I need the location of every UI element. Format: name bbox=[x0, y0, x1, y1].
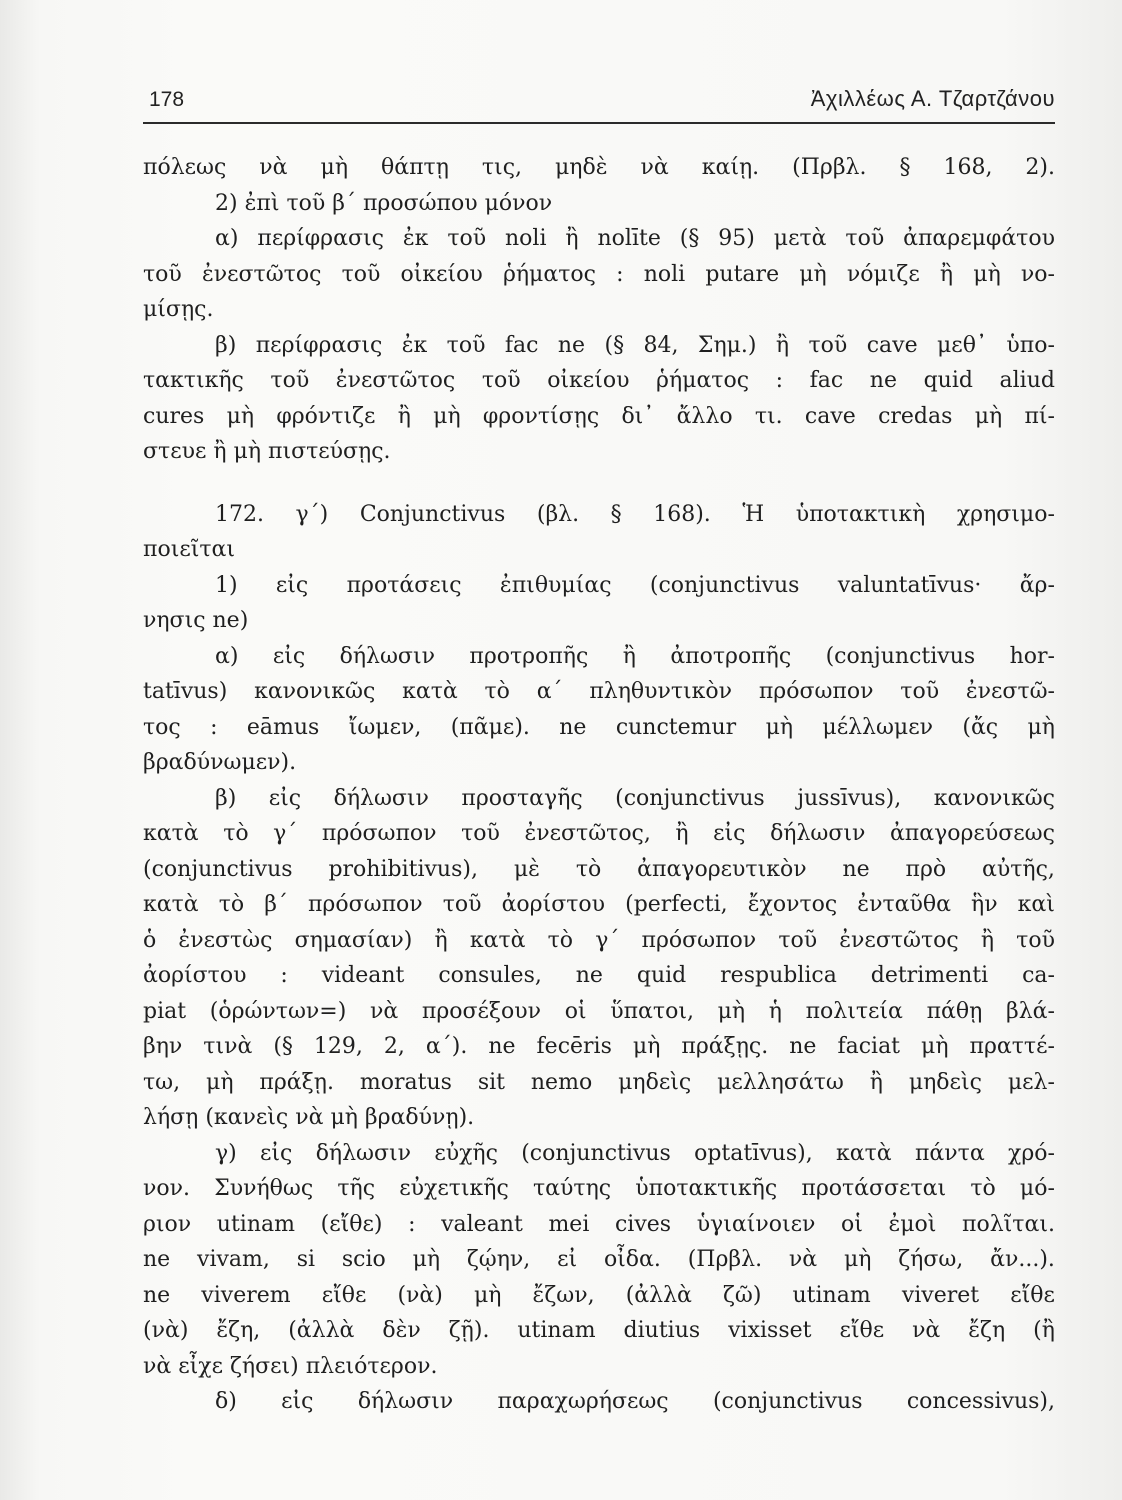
text-line: κατὰ τὸ γ΄ πρόσωπον τοῦ ἐνεστῶτος, ἢ εἰς δήλωσιν ἀπαγορεύσεως bbox=[143, 821, 1055, 846]
text-line: β) περίφρασις ἐκ τοῦ fac ne (§ 84, Σημ.) ἢ τοῦ cave μεθ᾽ ὑπο- bbox=[215, 332, 1055, 358]
text-line: πόλεως νὰ μὴ θάπτῃ τις, μηδὲ νὰ καίῃ. (Πρβλ. § 168, 2). bbox=[143, 155, 1055, 180]
text-line: νησις ne) bbox=[143, 608, 249, 633]
text-line: νον. Συνήθως τῆς εὐχετικῆς ταύτης ὑποτακτικῆς προτάσσεται τὸ μό- bbox=[143, 1176, 1055, 1201]
text-line: κατὰ τὸ β΄ πρόσωπον τοῦ ἀορίστου (perfecti, ἔχοντος ἐνταῦθα ἣν καὶ bbox=[143, 892, 1055, 917]
text-line: α) εἰς δήλωσιν προτροπῆς ἢ ἀποτροπῆς (conjunctivus hor- bbox=[215, 643, 1055, 669]
page-number: 178 bbox=[149, 88, 185, 111]
text-line: (νὰ) ἔζη, (ἀλλὰ δὲν ζῇ). utinam diutius vixisset εἴθε νὰ ἔζη (ἢ bbox=[143, 1318, 1055, 1343]
text-line: β) εἰς δήλωσιν προσταγῆς (conjunctivus jussīvus), κανονικῶς bbox=[215, 785, 1055, 811]
text-line: tatīvus) κανονικῶς κατὰ τὸ α΄ πληθυντικὸν πρόσωπον τοῦ ἐνεστῶ- bbox=[143, 679, 1055, 704]
text-line: cures μὴ φρόντιζε ἢ μὴ φροντίσῃς δι᾽ ἄλλο τι. cave credas μὴ πί- bbox=[143, 403, 1055, 429]
header-rule bbox=[143, 122, 1055, 124]
text-line: δ) εἰς δήλωσιν παραχωρήσεως (conjunctivus concessivus), bbox=[215, 1389, 1055, 1414]
text-line: τω, μὴ πράξῃ. moratus sit nemo μηδεὶς μελλησάτω ἢ μηδεὶς μελ- bbox=[143, 1069, 1055, 1095]
text-line: 172. γ΄) Conjunctivus (βλ. § 168). Ἡ ὑποτακτικὴ χρησιμο- bbox=[215, 501, 1055, 527]
text-line: τοῦ ἐνεστῶτος τοῦ οἰκείου ῥήματος : noli putare μὴ νόμιζε ἢ μὴ νο- bbox=[143, 261, 1055, 287]
text-line: βραδύνωμεν). bbox=[143, 750, 297, 775]
text-line: 1) εἰς προτάσεις ἐπιθυμίας (conjunctivus valuntatīvus· ἄρ- bbox=[215, 572, 1055, 598]
page-header bbox=[143, 84, 1055, 124]
text-line: τακτικῆς τοῦ ἐνεστῶτος τοῦ οἰκείου ῥήματος : fac ne quid aliud bbox=[143, 368, 1055, 393]
running-head: Ἀχιλλέως Α. Τζαρτζάνου bbox=[810, 86, 1055, 111]
text-line: ne vivam, si scio μὴ ζῴην, εἰ οἶδα. (Πρβλ. νὰ μὴ ζήσω, ἄν...). bbox=[143, 1247, 1055, 1272]
text-line: ne viverem εἴθε (νὰ) μὴ ἔζων, (ἀλλὰ ζῶ) utinam viveret εἴθε bbox=[143, 1282, 1055, 1308]
text-line: βην τινὰ (§ 129, 2, α΄). ne fecēris μὴ πράξῃς. ne faciat μὴ πραττέ- bbox=[143, 1034, 1055, 1059]
text-line: ριον utinam (εἴθε) : valeant mei cives ὑγιαίνοιεν οἱ ἐμοὶ πολῖται. bbox=[143, 1211, 1055, 1237]
text-line: νὰ εἶχε ζήσει) πλειότερον. bbox=[143, 1353, 438, 1379]
text-line: 2) ἐπὶ τοῦ β΄ προσώπου μόνον bbox=[215, 190, 553, 216]
text-line: piat (ὁρώντων=) νὰ προσέξουν οἱ ὕπατοι, μὴ ἡ πολιτεία πάθῃ βλά- bbox=[143, 998, 1055, 1024]
text-line: ἀορίστου : videant consules, ne quid respublica detrimenti ca- bbox=[143, 963, 1055, 988]
text-line: γ) εἰς δήλωσιν εὐχῆς (conjunctivus optatīvus), κατὰ πάντα χρό- bbox=[215, 1140, 1055, 1166]
text-line: (conjunctivus prohibitivus), μὲ τὸ ἀπαγορευτικὸν ne πρὸ αὐτῆς, bbox=[143, 856, 1055, 882]
text-line: ὁ ἐνεστὼς σημασίαν) ἢ κατὰ τὸ γ΄ πρόσωπον τοῦ ἐνεστῶτος ἢ τοῦ bbox=[143, 927, 1055, 953]
text-line: τος : eāmus ἴωμεν, (πᾶμε). ne cunctemur μὴ μέλλωμεν (ἄς μὴ bbox=[143, 714, 1055, 740]
text-line: μίσῃς. bbox=[143, 297, 214, 322]
body-text bbox=[143, 150, 1055, 1420]
text-line: ποιεῖται bbox=[143, 537, 236, 562]
paragraph-gap bbox=[143, 470, 1055, 497]
text-line: α) περίφρασις ἐκ τοῦ noli ἢ nolīte (§ 95) μετὰ τοῦ ἀπαρεμφάτου bbox=[215, 226, 1055, 251]
text-line: στευε ἢ μὴ πιστεύσῃς. bbox=[143, 439, 391, 464]
text-line: λήσῃ (κανεὶς νὰ μὴ βραδύνῃ). bbox=[143, 1105, 475, 1130]
